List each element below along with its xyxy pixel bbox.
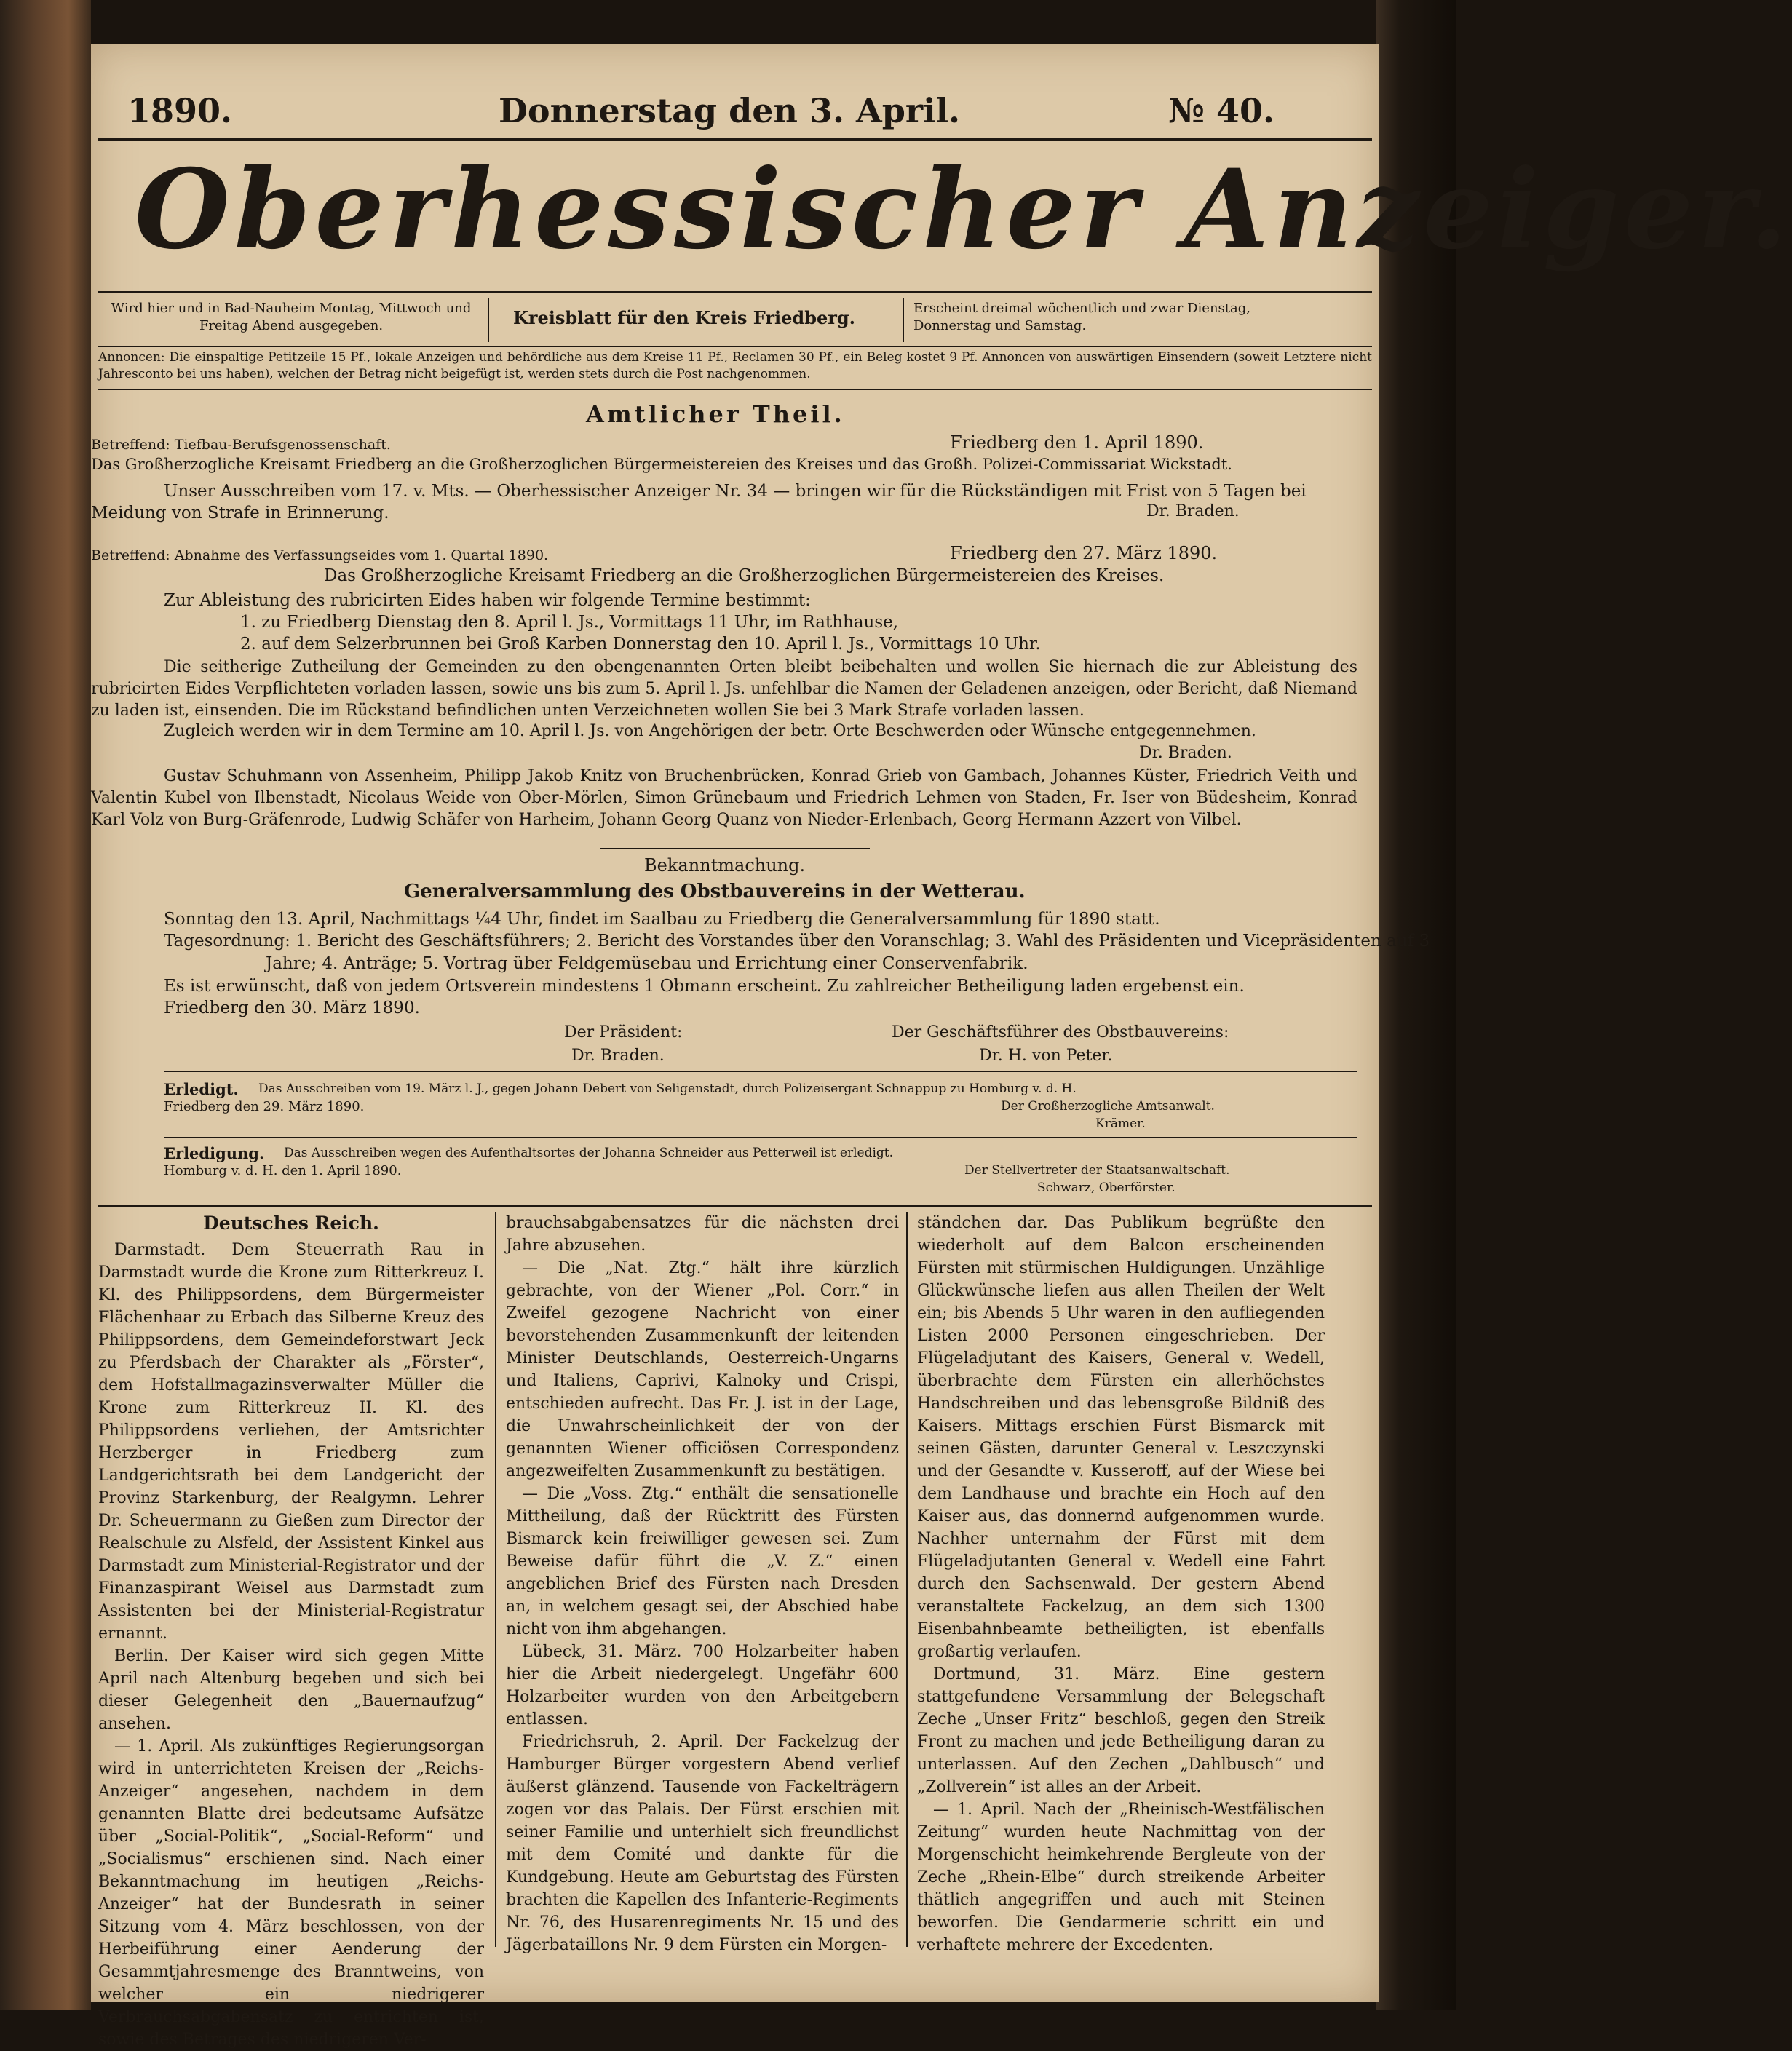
notice-2-address: Das Großherzogliche Kreisamt Friedberg an die Großherzoglichen Bürgermeistereien des Kreises. (324, 566, 1165, 585)
section-rule (98, 1205, 1372, 1207)
notice-1-address: Das Großherzogliche Kreisamt Friedberg an die Großherzoglichen Bürgermeistereien des Kreises und das Großh. Polizei-Commissariat Wickstadt. (91, 456, 1232, 473)
article: — 1. April. Nach der „Rheinisch-Westfälischen Zeitung“ wurden heute Nachmittag von der Morgenschicht heimkehrende Bergleute von der Zeche „Rhein-Elbe“ durch streikende Arbeiter thätlich angegriffen und auch mit Steinen beworfen. Die Gendarmerie schritt ein und verhaftete mehrere der Excedenten. (917, 1801, 1325, 1954)
article: — 1. April. Als zukünftiges Regierungsorgan wird in unterrichteten Kreisen der „Reichs-Anzeiger“ angesehen, nachdem in dem genannten Blatte drei bedeutsame Aufsätze über „Social-Politik“, „Social-Reform“ und „Socialismus“ erschienen sind. Nach einer Bekanntmachung im heutigen „Reichs-Anzeiger“ hat der Bundesrath in seiner Sitzung vom 4. März beschlossen, von der Herbeiführung einer Aenderung der Gesammtjahresmenge des Branntweins, von welcher ein niedrigerer Verbrauchsabgabensatz zu entrichten ist, sowie des Betrages des niedrigeren Ver- (98, 1737, 484, 2049)
erledigt-label: Erledigt. (164, 1080, 239, 1098)
erledigung-label: Erledigung. (164, 1144, 265, 1162)
erledigt-date: Friedberg den 29. März 1890. (164, 1099, 365, 1114)
issue-date: Donnerstag den 3. April. (499, 91, 961, 130)
issue-number: № 40. (1168, 91, 1275, 130)
divider (98, 389, 1372, 390)
article: — Die „Nat. Ztg.“ hält ihre kürzlich gebrachte, von der Wiener „Pol. Corr.“ in Zweifel gezogene Nachricht von einer bevorstehenden Zusammenkunft der leitenden Minister Deutschlands, Oesterreich-Ungarns und Italiens, Caprivi, Kalnoky und Crispi, entschieden aufrecht. Das Fr. J. ist in der Lage, die Unwahrscheinlichkeit der von der genannten Wiener officiösen Correspondenz angezweifelten Zusammenkunft zu bestätigen. (506, 1259, 899, 1480)
erledigung-sign: Der Stellvertreter der Staatsanwaltschaft. (964, 1163, 1230, 1178)
article: Berlin. Der Kaiser wird sich gegen Mitte April nach Altenburg begeben und sich bei dieser Gelegenheit den „Bauernaufzug“ ansehen. (98, 1647, 484, 1733)
column-1-title: Deutsches Reich. (203, 1213, 379, 1234)
divider (98, 346, 1372, 347)
newspaper-page (91, 44, 1792, 2049)
date-2: Friedberg den 27. März 1890. (950, 543, 1218, 563)
column-1 (98, 1212, 484, 2051)
issue-info-left: Wird hier und in Bad-Nauheim Montag, Mittwoch und Freitag Abend ausgegeben. (111, 301, 472, 333)
bekanntmachung-line-3: Es ist erwünscht, daß von jedem Ortsverein mindestens 1 Obmann erscheint. Zu zahlreicher Betheiligung laden ergebenst ein. (164, 977, 1245, 996)
erledigung-date: Homburg v. d. H. den 1. April 1890. (164, 1163, 402, 1178)
sig-praesident-title: Der Präsident: (564, 1023, 683, 1042)
article: ständchen dar. Das Publikum begrüßte den wiederholt auf dem Balcon erscheinenden Fürsten mit stürmischen Huldigungen. Unzählige Glückwünsche liefen aus allen Theilen der Welt ein; bis Abends 5 Uhr waren in den aufliegenden Listen 2000 Personen eingeschrieben. Der Flügeladjutant des Kaisers, General v. Wedell, überbrachte dem Fürsten ein allerhöchstes Handschreiben und das lebensgroße Bildniß des Kaisers. Mittags erschien Fürst Bismarck mit seinen Gästen, darunter General v. Leszczynski und der Gesandte v. Kusseroff, auf der Wiese bei dem Landhause und brachte ein Hoch auf den Kaiser aus, das donnernd aufgenommen wurde. Nachher unternahm der Fürst mit dem Flügeladjutanten General v. Wedell eine Fahrt durch den Sachsenwald. Der gestern Abend veranstaltete Fackelzug, an dem sich 1300 Eisenbahnbeamte betheiligten, ist ebenfalls großartig verlaufen. (917, 1214, 1325, 1661)
divider (903, 298, 904, 342)
erledigung-sign-name: Schwarz, Oberförster. (1037, 1181, 1175, 1195)
divider (164, 1137, 1357, 1138)
erledigt-sign-name: Krämer. (1095, 1116, 1146, 1131)
article: brauchsabgabensatzes für die nächsten drei Jahre abzusehen. (506, 1214, 899, 1255)
erledigt-sign: Der Großherzogliche Amtsanwalt. (1001, 1099, 1215, 1114)
notice-2-text: Die seitherige Zutheilung der Gemeinden zu den obengenannten Orten bleibt beibehalten und wollen Sie hiernach die zur Ableistung des rubricirten Eides Verpflichteten vorladen lassen, sowie uns bis zum 5. April l. Js. unfehlbar die Namen der Geladenen anzeigen, oder Bericht, daß Niemand zu laden ist, einsenden. Die im Rückstand befindlichen unten Verzeichneten wollen Sie bei 3 Mark Strafe vorladen lassen. (91, 658, 1357, 720)
masthead: Oberhessischer Anzeiger. (135, 146, 1792, 274)
notice-2-text-2: Zugleich werden wir in dem Termine am 10. April l. Js. von Angehörigen der betr. Orte Beschwerden oder Wünsche entgegennehmen. (164, 722, 1256, 740)
betreff-1: Betreffend: Tiefbau-Berufsgenossenschaft. (91, 437, 391, 453)
sig-geschaeftsfuehrer-name: Dr. H. von Peter. (979, 1047, 1113, 1065)
notice-2-item-2: 2. auf dem Selzerbrunnen bei Groß Karben Donnerstag den 10. April l. Js., Vormittags 10 Uhr. (240, 635, 1041, 654)
divider (600, 848, 870, 849)
divider (164, 1071, 1357, 1072)
notice-2-intro: Zur Ableistung des rubricirten Eides haben wir folgende Termine bestimmt: (164, 591, 811, 610)
notice-1-text: Unser Ausschreiben vom 17. v. Mts. — Oberhessischer Anzeiger Nr. 34 — bringen wir für die Rückständigen mit Frist von 5 Tagen bei Meidung von Strafe in Erinnerung. (91, 482, 1307, 523)
annoncen-rates: Annoncen: Die einspaltige Petitzeile 15 Pf., lokale Anzeigen und behördliche aus dem Kreise 11 Pf., Reclamen 30 Pf., ein Beleg kostet 9 Pf. Annoncen von auswärtigen Einsendern (soweit Letztere nicht Jahresconto bei uns haben), welchen der Betrag nicht beigefügt ist, werden stets durch die Post nachgenommen. (98, 350, 1372, 381)
issue-info-right: Erscheint dreimal wöchentlich und zwar Dienstag, Donnerstag und Samstag. (913, 301, 1250, 333)
signature-1: Dr. Braden. (1146, 502, 1240, 520)
column-3 (917, 1212, 1325, 1956)
bekanntmachung-label: Bekanntmachung. (644, 855, 806, 876)
date-1: Friedberg den 1. April 1890. (950, 432, 1204, 453)
article: — Die „Voss. Ztg.“ enthält die sensationelle Mittheilung, daß der Rücktritt des Fürsten Bismarck kein freiwilliger gewesen sei. Zum Beweise dafür führt die „V. Z.“ einen angeblichen Brief des Fürsten nach Dresden an, in welchem gesagt sei, der Abschied habe nicht von ihm abgehangen. (506, 1485, 899, 1638)
notice-2-names: Gustav Schuhmann von Assenheim, Philipp Jakob Knitz von Bruchenbrücken, Konrad Grieb von Gambach, Johannes Küster, Friedrich Veith und Valentin Kubel von Ilbenstadt, Nicolaus Weide von Ober-Mörlen, Simon Grünebaum und Friedrich Lehmen von Staden, Fr. Iser von Büdesheim, Konrad Karl Volz von Burg-Gräfenrode, Ludwig Schäfer von Harheim, Johann Georg Quanz von Nieder-Erlenbach, Georg Hermann Azzert von Vilbel. (91, 767, 1357, 829)
bekanntmachung-line-1: Sonntag den 13. April, Nachmittags ¼4 Uhr, findet im Saalbau zu Friedberg die Generalversammlung für 1890 statt. (164, 910, 1160, 929)
column-2 (506, 1212, 899, 1956)
signature-2: Dr. Braden. (1139, 744, 1232, 762)
year: 1890. (127, 91, 233, 130)
article: Dortmund, 31. März. Eine gestern stattgefundene Versammlung der Belegschaft Zeche „Unser Fritz“ beschloß, gegen den Streik Front zu machen und jede Betheiligung daran zu unterlassen. Auf den Zechen „Dahlbusch“ und „Zollverein“ ist alles an der Arbeit. (917, 1665, 1325, 1796)
erledigt-text: Das Ausschreiben vom 19. März l. J., gegen Johann Debert von Seligenstadt, durch Polizeisergant Schnappup zu Homburg v. d. H. (258, 1082, 1077, 1096)
article: Friedrichsruh, 2. April. Der Fackelzug der Hamburger Bürger vorgestern Abend verlief äußerst glänzend. Tausende von Fackelträgern zogen vor das Palais. Der Fürst erschien mit seiner Familie und unterhielt sich freundlichst mit dem Comité und dankte für die Kundgebung. Heute am Geburtstag des Fürsten brachten die Kapellen des Infanterie-Regiments Nr. 76, des Husarenregiments Nr. 15 und des Jägerbataillons Nr. 9 dem Fürsten ein Morgen- (506, 1733, 899, 1954)
section-title-official: Amtlicher Theil. (586, 400, 845, 428)
column-divider (906, 1212, 908, 1947)
kreisblatt: Kreisblatt für den Kreis Friedberg. (513, 307, 856, 328)
column-divider (495, 1212, 496, 1947)
erledigung-text: Das Ausschreiben wegen des Aufenthaltsortes der Johanna Schneider aus Petterweil ist erledigt. (284, 1146, 894, 1160)
bekanntmachung-title: Generalversammlung des Obstbauvereins in der Wetterau. (404, 881, 1026, 902)
bekanntmachung-agenda: Tagesordnung: 1. Bericht des Geschäftsführers; 2. Bericht des Vorstandes über den Voranschlag; 3. Wahl des Präsidenten und Vicepräsidenten auf 3 Jahre; 4. Anträge; 5. Vortrag über Feldgemüsebau und Errichtung einer Conservenfabrik. (164, 932, 1430, 973)
article: Darmstadt. Dem Steuerrath Rau in Darmstadt wurde die Krone zum Ritterkreuz I. Kl. des Philippsordens, dem Bürgermeister Flächenhaar zu Erbach das Silberne Kreuz des Philippsordens, dem Gemeindeforstwart Jeck zu Pferdsbach der Charakter als „Förster“, dem Hofstallmagazinsverwalter Müller die Krone zum Ritterkreuz II. Kl. des Philippsordens verliehen, der Amtsrichter Herzberger in Friedberg zum Landgerichtsrath bei dem Landgericht der Provinz Starkenburg, der Realgymn. Lehrer Dr. Scheuermann zu Gießen zum Director der Realschule zu Alsfeld, der Assistent Kinkel aus Darmstadt zum Ministerial-Registrator und der Finanzaspirant Weisel aus Darmstadt zum Assistenten bei der Ministerial-Registratur ernannt. (98, 1241, 484, 1643)
betreff-2: Betreffend: Abnahme des Verfassungseides vom 1. Quartal 1890. (91, 547, 549, 563)
sig-praesident-name: Dr. Braden. (571, 1047, 665, 1065)
book-binding-right (1376, 0, 1456, 2010)
bekanntmachung-date: Friedberg den 30. März 1890. (164, 999, 420, 1017)
header-rule (98, 138, 1372, 141)
notice-2-item-1: 1. zu Friedberg Dienstag den 8. April l. Js., Vormittags 11 Uhr, im Rathhause, (240, 613, 899, 632)
divider (488, 298, 489, 342)
article: Lübeck, 31. März. 700 Holzarbeiter haben hier die Arbeit niedergelegt. Ungefähr 600 Holzarbeiter wurden von den Arbeitgebern entlassen. (506, 1643, 899, 1729)
masthead-rule (98, 291, 1372, 293)
book-binding-left (0, 0, 91, 2010)
sig-geschaeftsfuehrer-title: Der Geschäftsführer des Obstbauvereins: (892, 1023, 1229, 1042)
